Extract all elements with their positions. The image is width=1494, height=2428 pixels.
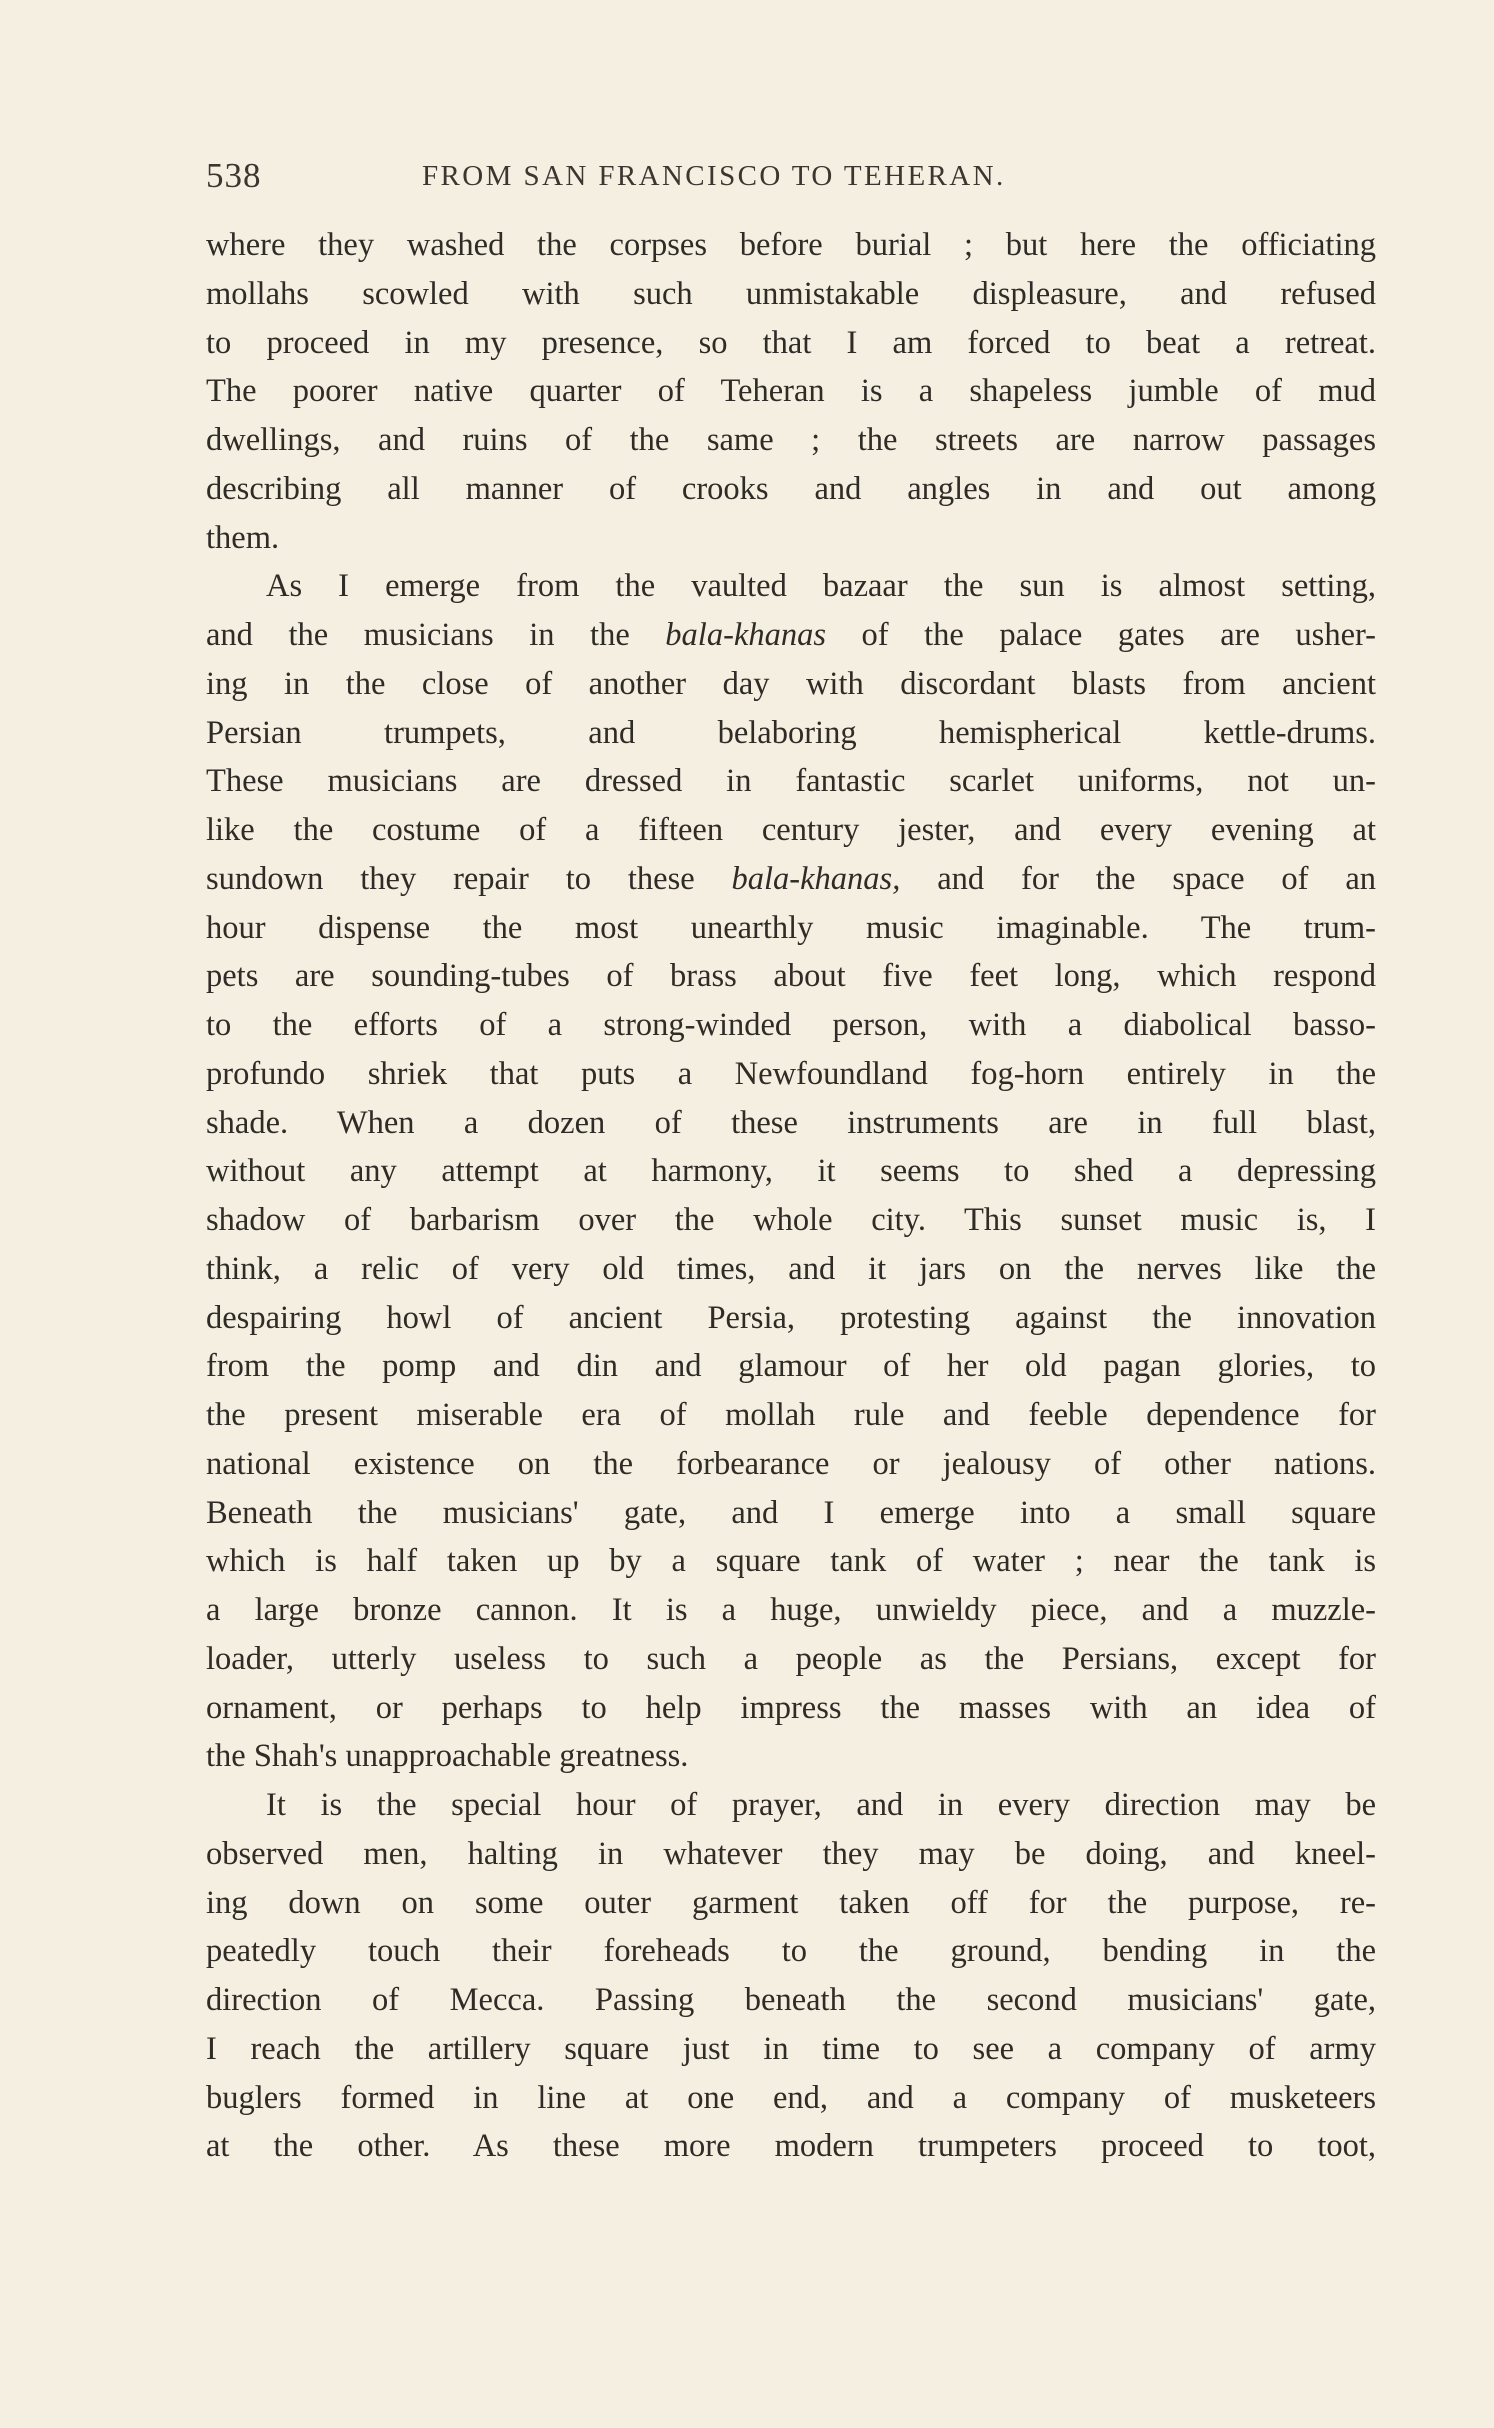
text-line: loader, utterly useless to such a people as the Persians, except for <box>206 1640 1376 1677</box>
text-line: buglers formed in line at one end, and a company of musketeers <box>206 2079 1376 2116</box>
text-line: These musicians are dressed in fantastic scarlet uniforms, not un- <box>206 763 1376 800</box>
text-line: I reach the artillery square just in time to see a company of army <box>206 2030 1376 2067</box>
text-line: The poorer native quarter of Teheran is a shapeless jumble of mud <box>206 373 1376 410</box>
text-line: ornament, or perhaps to help impress the masses with an idea of <box>206 1689 1376 1726</box>
italic-term: bala-khanas, <box>731 860 901 897</box>
running-head <box>206 156 1376 196</box>
text-line: Beneath the musicians' gate, and I emerge into a small square <box>206 1494 1376 1531</box>
text-line: sundown they repair to these bala-khanas, and for the space of an <box>206 860 1376 897</box>
paragraph-start-line: It is the special hour of prayer, and in every direction may be <box>266 1787 1376 1823</box>
text-line: despairing howl of ancient Persia, protesting against the innovation <box>206 1299 1376 1336</box>
text-line: national existence on the forbearance or jealousy of other nations. <box>206 1445 1376 1482</box>
text-line: think, a relic of very old times, and it jars on the nerves like the <box>206 1250 1376 1287</box>
paragraph-start-line: As I emerge from the vaulted bazaar the sun is almost setting, <box>266 568 1376 605</box>
text-line: hour dispense the most unearthly music imaginable. The trum- <box>206 909 1376 946</box>
text-line: a large bronze cannon. It is a huge, unwieldy piece, and a muzzle- <box>206 1592 1376 1628</box>
text-line: ing in the close of another day with discordant blasts from ancient <box>206 665 1376 702</box>
text-line: the present miserable era of mollah rule and feeble dependence for <box>206 1397 1376 1433</box>
text-line: at the other. As these more modern trumpeters proceed to toot, <box>206 2128 1376 2165</box>
text-line: direction of Mecca. Passing beneath the second musicians' gate, <box>206 1982 1376 2018</box>
page-number: 538 <box>206 156 262 195</box>
text-line: shade. When a dozen of these instruments are in full blast, <box>206 1104 1376 1141</box>
text-line: observed men, halting in whatever they may be doing, and kneel- <box>206 1835 1376 1872</box>
text-line: them. <box>206 519 280 556</box>
text-line: which is half taken up by a square tank of water ; near the tank is <box>206 1543 1376 1580</box>
text-line: and the musicians in the bala-khanas of the palace gates are usher- <box>206 617 1376 653</box>
text-line: profundo shriek that puts a Newfoundland fog-horn entirely in the <box>206 1055 1376 1092</box>
text-line: ing down on some outer garment taken off for the purpose, re- <box>206 1884 1376 1921</box>
text-line: from the pomp and din and glamour of her old pagan glories, to <box>206 1348 1376 1385</box>
text-line: to the efforts of a strong-winded person, with a diabolical basso- <box>206 1007 1376 1043</box>
text-line: pets are sounding-tubes of brass about five feet long, which respond <box>206 958 1376 995</box>
running-title: FROM SAN FRANCISCO TO TEHERAN. <box>422 160 1006 192</box>
text-line: the Shah's unapproachable greatness. <box>206 1738 689 1775</box>
text-line: where they washed the corpses before burial ; but here the officiating <box>206 227 1376 263</box>
text-line: Persian trumpets, and belaboring hemispherical kettle-drums. <box>206 714 1376 751</box>
text-line: mollahs scowled with such unmistakable displeasure, and refused <box>206 275 1376 312</box>
body-text <box>206 221 1376 2171</box>
text-line: peatedly touch their foreheads to the ground, bending in the <box>206 1933 1376 1970</box>
text-line: without any attempt at harmony, it seems to shed a depressing <box>206 1153 1376 1190</box>
text-line: dwellings, and ruins of the same ; the streets are narrow passages <box>206 422 1376 458</box>
text-line: to proceed in my presence, so that I am forced to beat a retreat. <box>206 324 1376 361</box>
text-line: describing all manner of crooks and angles in and out among <box>206 470 1376 507</box>
italic-term: bala-khanas <box>665 617 826 653</box>
text-line: shadow of barbarism over the whole city. This sunset music is, I <box>206 1202 1376 1238</box>
text-line: like the costume of a fifteen century jester, and every evening at <box>206 812 1376 848</box>
